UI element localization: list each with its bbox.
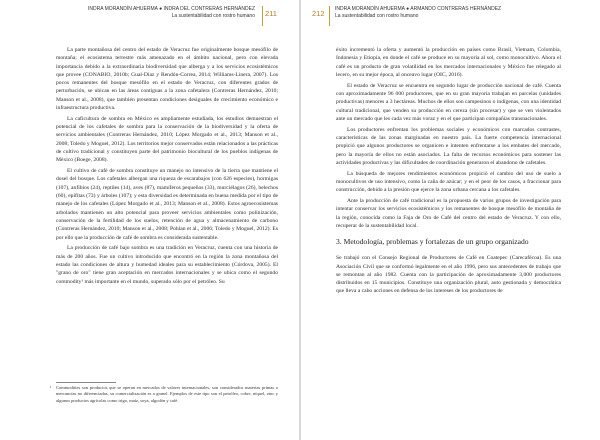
paragraph: La caficultura de sombra en México es ampliamente estudiada, los estudios demuestran el potencial de los cafetales de sombra para la conservación de la biodiversidad y la oferta de servicios ambientales (Contreras Hernández, 2010; López Morgado et al., 2013; Manson et al., 2008; Toledo y Moguel, 2012). Los territorios mejor conservados están relacionados a las prácticas de cultivo tradicional y constituyen parte del patrimonio biocultural de los pueblos indígenas de México (Boege, 2008). [56, 115, 278, 164]
header-title: La sustentabilidad con rostro humano [335, 13, 419, 19]
section-heading: 3. Metodología, problemas y fortalezas de un grupo organizado [336, 237, 529, 247]
paragraph: Los productores enfrentan los problemas sociales y económicos con marcados contrastes, características de las zonas marginadas en nuestro país. La fuerte competencia internacional propició que algunos productores se organicen e intenten enfrentarse a los embates del mercado, pero la mayoría de ellos no están asociados. La falta de recursos económicos para sostener las actividades productivas y las dificultades de coordinación generaron el abandono de cafetales. [336, 126, 561, 166]
footnote-text: Commodities son productos que se operan en mercados de valores internacionales, son considerados materias primas o mercancías no diferenciadas, su comercialización es a granel. Ejemplos de este tipo son el petróleo, cobre, níquel, zinc y algunos productos agrícolas como trigo, maíz, soya, algodón y café. [56, 385, 278, 403]
page-number-right: 212 [312, 9, 325, 18]
paragraph: Se trabajó con el Consejo Regional de Productores de Café en Coatepec (Carecafécoa). Es una Asociación Civil que se conformó legalmente en el año 1996, pero sus antecedentes de trabajo que se remontan al año 1982. Cuenta con la participación de aproximadamente 3,000 productores distribuidos en 15 municipios. Constituye una organización plural, auto gestionada y democrática que lleva a cabo acciones en defensa de los intereses de los productores de [336, 255, 561, 295]
paragraph: éxito incrementó la oferta y aumentó la producción en países como Brasil, Vietnam, Colombia, Indonesia y Etiopía, en donde el café se produce en su mayoría al sol, como monocultivo. Ahora el café es un producto de gran volatilidad en los mercados internacionales y México fue relegado al lecero, en su mejor época, al onceavo lugar (OIC, 2016). [336, 47, 561, 78]
page-number-left: 211 [265, 9, 277, 18]
header-title: La sustentabilidad con rostro humano [171, 13, 255, 19]
right-page [301, 0, 600, 440]
left-page [0, 0, 299, 440]
running-header-right [335, 6, 565, 20]
footnote-marker: ¹ [50, 385, 52, 390]
paragraph: La parte montañosa del centro del estado de Veracruz fue originalmente bosque mesófilo de montaña; el ecosistema terrestre más amenazado en el ámbito nacional, pero con elevada importancia debido a la extraordinaria biodiversidad que alberga y a los servicios ecosistémicos que provee (CONABIO, 2010b; Gual-Díaz y Rendón-Correa, 2014; Williams-Linera, 2007). Los pocos remanentes del bosque mesófilo en el estado de Veracruz, con diferentes grados de perturbación, se ubican en las áreas contiguas a la zona cafetalera (Contreras Hernández, 2010; Manson et al., 2008), que también presentan condiciones desiguales de crecimiento económico e infraestructura productiva. [56, 47, 278, 112]
header-authors: INDRA MORANDÍN AHUERMA ● ARMANDO CONTRERAS HERNÁNDEZ [335, 6, 502, 12]
footnote-rule [56, 382, 116, 383]
right-body-text [336, 46, 561, 298]
footnote [50, 385, 278, 404]
left-body-text [56, 46, 278, 288]
paragraph: La producción de café bajo sombra es una tradición en Veracruz, cuenta con una historia de más de 200 años. Fue un cultivo introducido que encontró en la región la zona montañosa del estado las condiciones de altura y humedad ideales para su establecimiento (Córdova, 2005). El "grano de oro" tiene gran aceptación en mercados internacionales y se ubica como el segundo commodity¹ más importante en el mundo, superado sólo por el petróleo. Su [56, 245, 278, 285]
paragraph: Ante la producción de café tradicional es la propuesta de varios grupos de investigación para intentar conservar los servicios ecosistémicos y los remanentes de bosque mesófilo de montaña de la región, conocida como la Faja de Oro de Café del centro del estado de Veracruz. Y con ello, recuperar de la sustentabilidad local. [336, 198, 561, 229]
paragraph: El estado de Veracruz se encuentra en segundo lugar de producción nacional de café. Cuenta con aproximadamente 96 000 productores, que en su gran mayoría trabajan en parcelas (unidades productivas) menores a 3 hectáreas. Muchos de ellos son campesinos o indígenas, con una identidad cultural tradicional, que venden su producción en cereza (sin procesar) y que se ven violentados ante un mercado que les cada vez más voraz y en el que participan compañías transnacionales. [336, 82, 561, 122]
paragraph: La búsqueda de mejores rendimientos económicos propició el cambio del uso de suelo a monocultivos de uso intensivo, como la caña de azúcar; y en el peor de los casos, a fraccionar para construcción, debido a la presión que ejerce la zona urbana cercana a los cafetales. [336, 170, 561, 194]
header-rule [329, 6, 330, 26]
paragraph: El cultivo de café de sombra constituye un manejo no intensivo de la tierra que mantiene el dosel del bosque. Los cafetales albergan una riqueza de escarabajos (con 626 especies), hormigas (107), anfibios (24), reptiles (14), aves (87), mamíferos pequeños (33), murciélagos (26), helechos (60), epífitas (73) y árboles (107); y esta diversidad es determinada en buena medida por el tipo de manejo de los cafetales (López Morgado et al., 2013; Manson et al., 2008). Estos agroecosistemas arbolados mantienen un alto potencial para proveer servicios ambientales como polinización, conservación de la fertilidad de los suelos, retención de agua y almacenamiento de carbono (Contreras Hernández, 2010; Manson et al., 2008; Pohlan et al., 2006; Toledo y Moguel, 2012). Es por ello que la producción de café de sombra es considerada sustentable. [56, 168, 278, 241]
header-rule [262, 6, 263, 26]
running-header-left [0, 6, 255, 20]
header-authors: INDRA MORANDÍN AHUERMA ● INDRA DEL CONTRERAS HERNÁNDEZ [87, 6, 255, 12]
